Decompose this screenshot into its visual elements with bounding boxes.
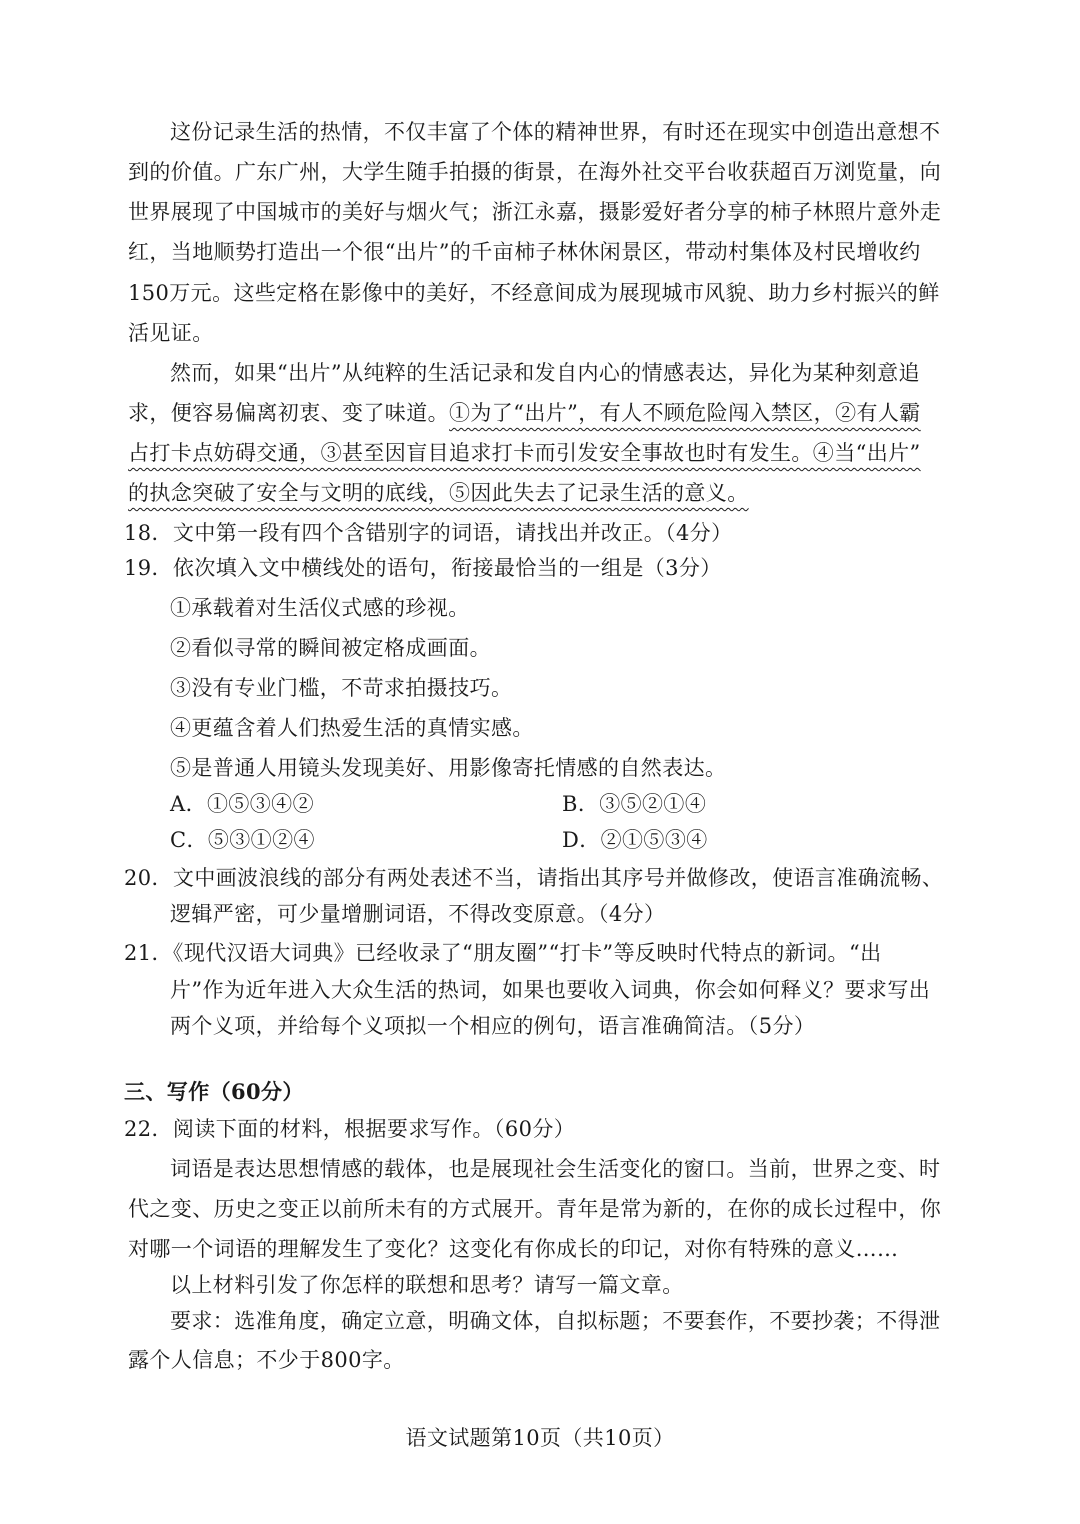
passage-p2-line-1: 然而，如果“出片”从纯粹的生活记录和发自内心的情感表达，异化为某种刻意追 bbox=[170, 361, 920, 385]
q19-option-a: A．①⑤③④② bbox=[170, 792, 314, 816]
question-22: 22．阅读下面的材料，根据要求写作。（60分） bbox=[124, 1117, 576, 1141]
section-title-writing: 三、写作（60分） bbox=[124, 1079, 304, 1104]
q19-option-b: B．③⑤②①④ bbox=[562, 792, 707, 816]
wavy-underline-text: 占打卡点妨碍交通，③甚至因盲目追求打卡而引发安全事故也时有发生。④当“出片” bbox=[128, 441, 921, 465]
passage-p1-line-3: 世界展现了中国城市的美好与烟火气；浙江永嘉，摄影爱好者分享的柿子林照片意外走 bbox=[128, 200, 942, 224]
q19-item-5: ⑤是普通人用镜头发现美好、用影像寄托情感的自然表达。 bbox=[170, 756, 727, 780]
passage-p1-line-2: 到的价值。广东广州，大学生随手拍摄的街景，在海外社交平台收获超百万浏览量，向 bbox=[128, 160, 942, 184]
material-line-2: 代之变、历史之变正以前所未有的方式展开。青年是常为新的，在你的成长过程中，你 bbox=[128, 1197, 942, 1221]
passage-p1-line-6: 活见证。 bbox=[128, 321, 214, 345]
question-19: 19．依次填入文中横线处的语句，衔接最恰当的一组是（3分） bbox=[124, 556, 722, 580]
page-footer: 语文试题第10页（共10页） bbox=[405, 1426, 675, 1450]
passage-p2-line-2 bbox=[128, 398, 921, 428]
question-20-line-2: 逻辑严密，可少量增删词语，不得改变原意。（4分） bbox=[170, 902, 666, 926]
q19-item-4: ④更蕴含着人们热爱生活的真情实感。 bbox=[170, 716, 534, 740]
wavy-underline-text: ①为了“出片”，有人不顾危险闯入禁区，②有人霸 bbox=[449, 401, 921, 425]
question-21-line-2: 片”作为近年进入大众生活的热词，如果也要收入词典，你会如何释义？要求写出 bbox=[170, 978, 931, 1002]
question-21-line-1: 21．《现代汉语大词典》已经收录了“朋友圈”“打卡”等反映时代特点的新词。“出 bbox=[124, 941, 882, 965]
question-20-line-1: 20．文中画波浪线的部分有两处表述不当，请指出其序号并做修改，使语言准确流畅、 bbox=[124, 866, 944, 890]
material-line-1: 词语是表达思想情感的载体，也是展现社会生活变化的窗口。当前，世界之变、时 bbox=[170, 1157, 941, 1181]
q19-option-c: C．⑤③①②④ bbox=[170, 828, 315, 852]
question-21-line-3: 两个义项，并给每个义项拟一个相应的例句，语言准确简洁。（5分） bbox=[170, 1014, 816, 1038]
q19-option-d: D．②①⑤③④ bbox=[562, 828, 708, 852]
material-line-3: 对哪一个词语的理解发生了变化？这变化有你成长的印记，对你有特殊的意义…… bbox=[128, 1237, 899, 1261]
wavy-underline-text: 的执念突破了安全与文明的底线，⑤因此失去了记录生活的意义。 bbox=[128, 481, 749, 505]
passage-p2-line-3 bbox=[128, 438, 921, 468]
passage-p2-line-4 bbox=[128, 478, 749, 508]
passage-p2-line-2-plain: 求，便容易偏离初衷、变了味道。 bbox=[128, 401, 449, 425]
writing-prompt: 以上材料引发了你怎样的联想和思考？请写一篇文章。 bbox=[170, 1273, 684, 1297]
q19-item-3: ③没有专业门槛，不苛求拍摄技巧。 bbox=[170, 676, 513, 700]
requirement-line-1: 要求：选准角度，确定立意，明确文体，自拟标题；不要套作，不要抄袭；不得泄 bbox=[170, 1309, 941, 1333]
passage-p1-line-1: 这份记录生活的热情，不仅丰富了个体的精神世界，有时还在现实中创造出意想不 bbox=[170, 120, 941, 144]
q19-item-1: ①承载着对生活仪式感的珍视。 bbox=[170, 596, 470, 620]
passage-p1-line-5: 150万元。这些定格在影像中的美好，不经意间成为展现城市风貌、助力乡村振兴的鲜 bbox=[128, 281, 940, 305]
q19-item-2: ②看似寻常的瞬间被定格成画面。 bbox=[170, 636, 491, 660]
requirement-line-2: 露个人信息；不少于800字。 bbox=[128, 1348, 405, 1372]
question-18: 18．文中第一段有四个含错别字的词语，请找出并改正。（4分） bbox=[124, 521, 733, 545]
passage-p1-line-4: 红，当地顺势打造出一个很“出片”的千亩柿子林休闲景区，带动村集体及村民增收约 bbox=[128, 240, 921, 264]
